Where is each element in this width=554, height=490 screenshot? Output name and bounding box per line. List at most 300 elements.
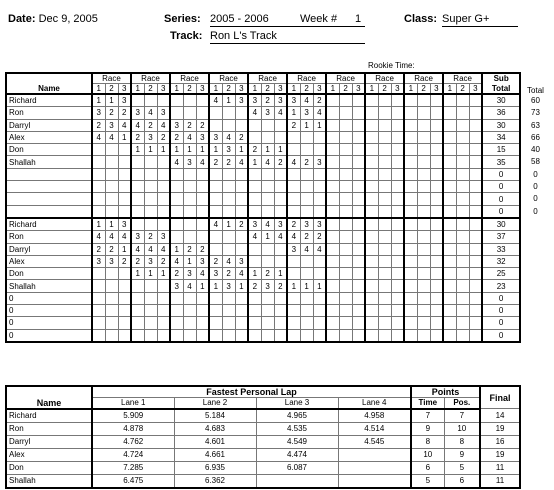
heat-result bbox=[456, 292, 469, 304]
heat-number: 3 bbox=[313, 84, 326, 95]
heat-result: 4 bbox=[287, 156, 300, 168]
heat-result bbox=[183, 317, 196, 329]
heat-result bbox=[430, 231, 443, 243]
heat-result bbox=[469, 181, 482, 193]
heat-result bbox=[469, 292, 482, 304]
heat-result bbox=[248, 181, 261, 193]
heat-result: 3 bbox=[287, 94, 300, 107]
heat-result bbox=[300, 305, 313, 317]
heat-result bbox=[261, 243, 274, 255]
final-score: 14 bbox=[480, 409, 520, 423]
race-header: Race bbox=[365, 73, 404, 84]
lap-racer-name: Don bbox=[6, 461, 92, 474]
heat-result bbox=[274, 181, 287, 193]
heat-result bbox=[261, 131, 274, 143]
heat-result: 1 bbox=[183, 144, 196, 156]
heat-result bbox=[222, 329, 235, 342]
grand-total: 73 bbox=[531, 108, 540, 118]
heat-result bbox=[196, 168, 209, 180]
heat-result bbox=[365, 156, 378, 168]
heat-result bbox=[235, 119, 248, 131]
heat-result: 4 bbox=[92, 131, 105, 143]
heat-result bbox=[144, 193, 157, 205]
racer-name bbox=[6, 168, 92, 180]
heat-result: 1 bbox=[131, 268, 144, 280]
heat-result bbox=[105, 144, 118, 156]
heat-result bbox=[92, 317, 105, 329]
week-value: 1 bbox=[355, 13, 362, 25]
grand-total: 0 bbox=[533, 194, 538, 204]
heat-result bbox=[170, 292, 183, 304]
heat-result: 4 bbox=[183, 280, 196, 292]
heat-result bbox=[326, 243, 339, 255]
heat-result bbox=[430, 144, 443, 156]
heat-result bbox=[326, 107, 339, 119]
heat-number: 1 bbox=[92, 84, 105, 95]
heat-result bbox=[118, 156, 131, 168]
heat-result bbox=[391, 243, 404, 255]
heat-result: 3 bbox=[235, 255, 248, 267]
heat-result bbox=[313, 305, 326, 317]
heat-result bbox=[378, 131, 391, 143]
heat-result bbox=[352, 268, 365, 280]
heat-result bbox=[404, 243, 417, 255]
heat-result bbox=[105, 193, 118, 205]
heat-result bbox=[261, 255, 274, 267]
heat-result bbox=[430, 181, 443, 193]
heat-result bbox=[118, 193, 131, 205]
racer-name: Richard bbox=[6, 94, 92, 107]
heat-result: 3 bbox=[222, 144, 235, 156]
heat-result: 2 bbox=[131, 255, 144, 267]
race-row bbox=[6, 255, 520, 267]
heat-result bbox=[339, 243, 352, 255]
heat-result bbox=[326, 231, 339, 243]
heat-result bbox=[352, 107, 365, 119]
heat-result bbox=[365, 131, 378, 143]
heat-result: 2 bbox=[131, 131, 144, 143]
pos-points: 9 bbox=[444, 448, 480, 461]
heat-result: 4 bbox=[235, 268, 248, 280]
track-label: Track: bbox=[170, 30, 203, 42]
heat-result: 3 bbox=[300, 218, 313, 231]
pos-header: Pos. bbox=[444, 398, 480, 409]
sub-total: 15 bbox=[482, 144, 520, 156]
heat-result bbox=[352, 243, 365, 255]
heat-result: 3 bbox=[170, 119, 183, 131]
lap-row bbox=[6, 409, 520, 423]
heat-result bbox=[443, 205, 456, 218]
heat-result bbox=[105, 168, 118, 180]
heat-result bbox=[183, 292, 196, 304]
grand-total: 0 bbox=[533, 169, 538, 179]
heat-result bbox=[456, 131, 469, 143]
heat-result bbox=[261, 317, 274, 329]
heat-result: 2 bbox=[196, 119, 209, 131]
heat-result bbox=[339, 205, 352, 218]
heat-result bbox=[313, 268, 326, 280]
heat-result bbox=[378, 94, 391, 107]
time-points: 6 bbox=[411, 461, 444, 474]
race-row bbox=[6, 205, 520, 218]
class-value: Super G+ bbox=[442, 13, 490, 25]
heat-result bbox=[469, 119, 482, 131]
race-header: Race bbox=[209, 73, 248, 84]
grand-total: 0 bbox=[533, 206, 538, 216]
heat-result bbox=[456, 205, 469, 218]
heat-result bbox=[287, 268, 300, 280]
heat-result bbox=[170, 305, 183, 317]
heat-result: 4 bbox=[274, 231, 287, 243]
race-row bbox=[6, 131, 520, 143]
heat-result bbox=[339, 255, 352, 267]
heat-result bbox=[287, 181, 300, 193]
heat-result bbox=[326, 292, 339, 304]
heat-result bbox=[417, 119, 430, 131]
heat-result bbox=[456, 119, 469, 131]
sub-total: 0 bbox=[482, 193, 520, 205]
heat-result bbox=[183, 94, 196, 107]
heat-result bbox=[144, 292, 157, 304]
race-row bbox=[6, 243, 520, 255]
heat-result bbox=[391, 144, 404, 156]
heat-result bbox=[365, 329, 378, 342]
heat-result bbox=[274, 131, 287, 143]
heat-result bbox=[430, 280, 443, 292]
heat-result: 3 bbox=[261, 280, 274, 292]
heat-result: 1 bbox=[287, 280, 300, 292]
heat-result bbox=[287, 329, 300, 342]
heat-result bbox=[326, 156, 339, 168]
race-header: Race bbox=[404, 73, 443, 84]
heat-result bbox=[365, 231, 378, 243]
heat-result bbox=[352, 168, 365, 180]
heat-result bbox=[326, 317, 339, 329]
fastest-lap-header: Fastest Personal Lap bbox=[92, 386, 411, 398]
heat-result bbox=[326, 131, 339, 143]
heat-result bbox=[378, 255, 391, 267]
heat-result: 4 bbox=[300, 94, 313, 107]
heat-result bbox=[326, 329, 339, 342]
heat-result bbox=[248, 243, 261, 255]
heat-result bbox=[469, 280, 482, 292]
heat-result bbox=[404, 168, 417, 180]
heat-result bbox=[274, 305, 287, 317]
heat-result bbox=[365, 280, 378, 292]
grand-total: 0 bbox=[533, 182, 538, 192]
heat-result bbox=[209, 205, 222, 218]
heat-result: 1 bbox=[131, 144, 144, 156]
heat-result bbox=[339, 193, 352, 205]
heat-result bbox=[352, 119, 365, 131]
heat-result bbox=[417, 144, 430, 156]
racer-name: Alex bbox=[6, 131, 92, 143]
heat-result bbox=[417, 193, 430, 205]
heat-result: 3 bbox=[131, 231, 144, 243]
heat-result bbox=[391, 292, 404, 304]
heat-result bbox=[157, 317, 170, 329]
lane-time: 4.958 bbox=[338, 409, 411, 423]
heat-result bbox=[300, 193, 313, 205]
lane-4-header: Lane 4 bbox=[338, 398, 411, 409]
sub-total: 33 bbox=[482, 243, 520, 255]
heat-result bbox=[118, 292, 131, 304]
lane-time: 4.724 bbox=[92, 448, 174, 461]
heat-number: 3 bbox=[118, 84, 131, 95]
grand-total: 60 bbox=[531, 96, 540, 105]
heat-result bbox=[417, 231, 430, 243]
lap-row bbox=[6, 448, 520, 461]
heat-result bbox=[92, 280, 105, 292]
heat-result bbox=[144, 205, 157, 218]
heat-result: 4 bbox=[196, 156, 209, 168]
heat-result bbox=[456, 218, 469, 231]
sub-total: 0 bbox=[482, 205, 520, 218]
heat-result bbox=[469, 218, 482, 231]
heat-result bbox=[391, 168, 404, 180]
heat-number: 3 bbox=[391, 84, 404, 95]
sub-total: 25 bbox=[482, 268, 520, 280]
heat-result: 2 bbox=[92, 119, 105, 131]
lane-time bbox=[338, 461, 411, 474]
heat-result bbox=[339, 268, 352, 280]
heat-result bbox=[105, 181, 118, 193]
heat-result bbox=[443, 231, 456, 243]
points-header: Points bbox=[411, 386, 480, 398]
heat-result: 3 bbox=[118, 94, 131, 107]
heat-result: 4 bbox=[313, 107, 326, 119]
time-points: 10 bbox=[411, 448, 444, 461]
heat-result bbox=[287, 292, 300, 304]
heat-result bbox=[196, 329, 209, 342]
heat-number: 1 bbox=[443, 84, 456, 95]
heat-result bbox=[430, 255, 443, 267]
heat-result bbox=[105, 317, 118, 329]
heat-result bbox=[469, 329, 482, 342]
heat-result bbox=[144, 181, 157, 193]
heat-result bbox=[300, 144, 313, 156]
sub-total: 37 bbox=[482, 231, 520, 243]
heat-result bbox=[287, 193, 300, 205]
heat-result bbox=[326, 168, 339, 180]
heat-result bbox=[443, 131, 456, 143]
heat-result bbox=[443, 255, 456, 267]
heat-result: 4 bbox=[222, 131, 235, 143]
racer-name: Alex bbox=[6, 255, 92, 267]
heat-result bbox=[456, 317, 469, 329]
heat-result bbox=[391, 193, 404, 205]
heat-result bbox=[287, 168, 300, 180]
heat-result bbox=[365, 305, 378, 317]
heat-result bbox=[456, 144, 469, 156]
heat-result bbox=[235, 205, 248, 218]
heat-result bbox=[352, 181, 365, 193]
heat-result: 4 bbox=[248, 107, 261, 119]
heat-result: 2 bbox=[235, 131, 248, 143]
heat-result bbox=[430, 329, 443, 342]
race-header-row bbox=[6, 73, 520, 84]
race-row bbox=[6, 107, 520, 119]
racer-name bbox=[6, 193, 92, 205]
heat-result bbox=[456, 156, 469, 168]
heat-result: 1 bbox=[105, 218, 118, 231]
heat-result: 3 bbox=[274, 218, 287, 231]
heat-result bbox=[183, 329, 196, 342]
heat-result bbox=[391, 119, 404, 131]
heat-result bbox=[131, 205, 144, 218]
heat-result bbox=[378, 107, 391, 119]
race-row bbox=[6, 156, 520, 168]
heat-result bbox=[404, 205, 417, 218]
heat-result bbox=[391, 329, 404, 342]
heat-result: 1 bbox=[157, 144, 170, 156]
heat-result bbox=[274, 292, 287, 304]
heat-result: 2 bbox=[235, 218, 248, 231]
heat-result bbox=[391, 107, 404, 119]
heat-result bbox=[339, 144, 352, 156]
heat-result bbox=[287, 131, 300, 143]
heat-result bbox=[261, 193, 274, 205]
heat-result bbox=[248, 131, 261, 143]
heat-result bbox=[248, 305, 261, 317]
heat-result bbox=[443, 156, 456, 168]
heat-result bbox=[443, 317, 456, 329]
race-row bbox=[6, 94, 520, 107]
heat-result bbox=[456, 193, 469, 205]
heat-result: 4 bbox=[144, 107, 157, 119]
heat-result: 3 bbox=[183, 268, 196, 280]
heat-result bbox=[261, 181, 274, 193]
racer-name: 0 bbox=[6, 329, 92, 342]
heat-result bbox=[209, 329, 222, 342]
heat-result bbox=[313, 329, 326, 342]
racer-name: 0 bbox=[6, 305, 92, 317]
heat-number: 3 bbox=[274, 84, 287, 95]
heat-result bbox=[339, 317, 352, 329]
heat-result: 3 bbox=[222, 280, 235, 292]
track-value: Ron L's Track bbox=[210, 30, 277, 42]
heat-result bbox=[105, 280, 118, 292]
heat-result: 4 bbox=[287, 231, 300, 243]
heat-result bbox=[469, 193, 482, 205]
sub-total: 23 bbox=[482, 280, 520, 292]
heat-result bbox=[235, 168, 248, 180]
heat-result bbox=[391, 218, 404, 231]
heat-result bbox=[391, 305, 404, 317]
heat-result bbox=[365, 255, 378, 267]
lap-row bbox=[6, 422, 520, 435]
lane-time: 4.661 bbox=[174, 448, 256, 461]
lane-time: 5.909 bbox=[92, 409, 174, 423]
heat-result: 4 bbox=[248, 231, 261, 243]
grand-total: 63 bbox=[531, 120, 540, 130]
heat-result: 3 bbox=[183, 156, 196, 168]
heat-result: 4 bbox=[222, 255, 235, 267]
heat-result bbox=[248, 255, 261, 267]
heat-result bbox=[209, 107, 222, 119]
heat-result bbox=[443, 268, 456, 280]
heat-result bbox=[339, 94, 352, 107]
heat-number: 2 bbox=[261, 84, 274, 95]
lane-time bbox=[338, 448, 411, 461]
heat-result bbox=[235, 193, 248, 205]
heat-result: 1 bbox=[300, 280, 313, 292]
heat-result bbox=[365, 181, 378, 193]
date-value: Dec 9, 2005 bbox=[38, 13, 98, 25]
heat-result bbox=[378, 168, 391, 180]
heat-result: 1 bbox=[274, 144, 287, 156]
racer-name: Darryl bbox=[6, 243, 92, 255]
heat-result: 1 bbox=[209, 144, 222, 156]
heat-result bbox=[352, 156, 365, 168]
heat-result bbox=[183, 218, 196, 231]
heat-result bbox=[339, 280, 352, 292]
grand-total: 66 bbox=[531, 132, 540, 142]
heat-result bbox=[209, 181, 222, 193]
racer-name: Ron bbox=[6, 231, 92, 243]
heat-result bbox=[248, 317, 261, 329]
heat-result: 4 bbox=[261, 218, 274, 231]
heat-result bbox=[443, 218, 456, 231]
heat-result bbox=[391, 268, 404, 280]
race-results-body bbox=[6, 94, 520, 342]
heat-result bbox=[261, 292, 274, 304]
heat-result bbox=[365, 193, 378, 205]
heat-result bbox=[248, 168, 261, 180]
heat-result: 2 bbox=[313, 94, 326, 107]
heat-result bbox=[404, 119, 417, 131]
heat-result bbox=[313, 205, 326, 218]
racer-name: Darryl bbox=[6, 119, 92, 131]
heat-result bbox=[92, 168, 105, 180]
heat-result bbox=[339, 231, 352, 243]
heat-result bbox=[313, 181, 326, 193]
heat-result bbox=[144, 317, 157, 329]
heat-result bbox=[131, 193, 144, 205]
heat-result bbox=[469, 243, 482, 255]
heat-result bbox=[430, 168, 443, 180]
heat-result bbox=[222, 181, 235, 193]
heat-result bbox=[131, 317, 144, 329]
heat-result: 2 bbox=[157, 131, 170, 143]
heat-result: 1 bbox=[235, 144, 248, 156]
lane-3-header: Lane 3 bbox=[256, 398, 338, 409]
heat-result bbox=[196, 218, 209, 231]
heat-result bbox=[352, 255, 365, 267]
heat-result: 2 bbox=[222, 268, 235, 280]
heat-result: 2 bbox=[313, 231, 326, 243]
sub-header: Sub bbox=[482, 73, 520, 84]
heat-result bbox=[404, 144, 417, 156]
heat-result bbox=[417, 317, 430, 329]
heat-result bbox=[222, 119, 235, 131]
heat-result: 2 bbox=[157, 255, 170, 267]
heat-number: 3 bbox=[469, 84, 482, 95]
heat-result: 1 bbox=[157, 268, 170, 280]
lane-2-header: Lane 2 bbox=[174, 398, 256, 409]
heat-result bbox=[404, 255, 417, 267]
heat-result bbox=[391, 280, 404, 292]
heat-result bbox=[144, 305, 157, 317]
heat-result: 1 bbox=[209, 280, 222, 292]
heat-result bbox=[92, 181, 105, 193]
heat-result: 4 bbox=[131, 119, 144, 131]
lane-time: 4.683 bbox=[174, 422, 256, 435]
lane-time: 7.285 bbox=[92, 461, 174, 474]
heat-result bbox=[300, 292, 313, 304]
heat-result bbox=[209, 292, 222, 304]
heat-result bbox=[326, 218, 339, 231]
